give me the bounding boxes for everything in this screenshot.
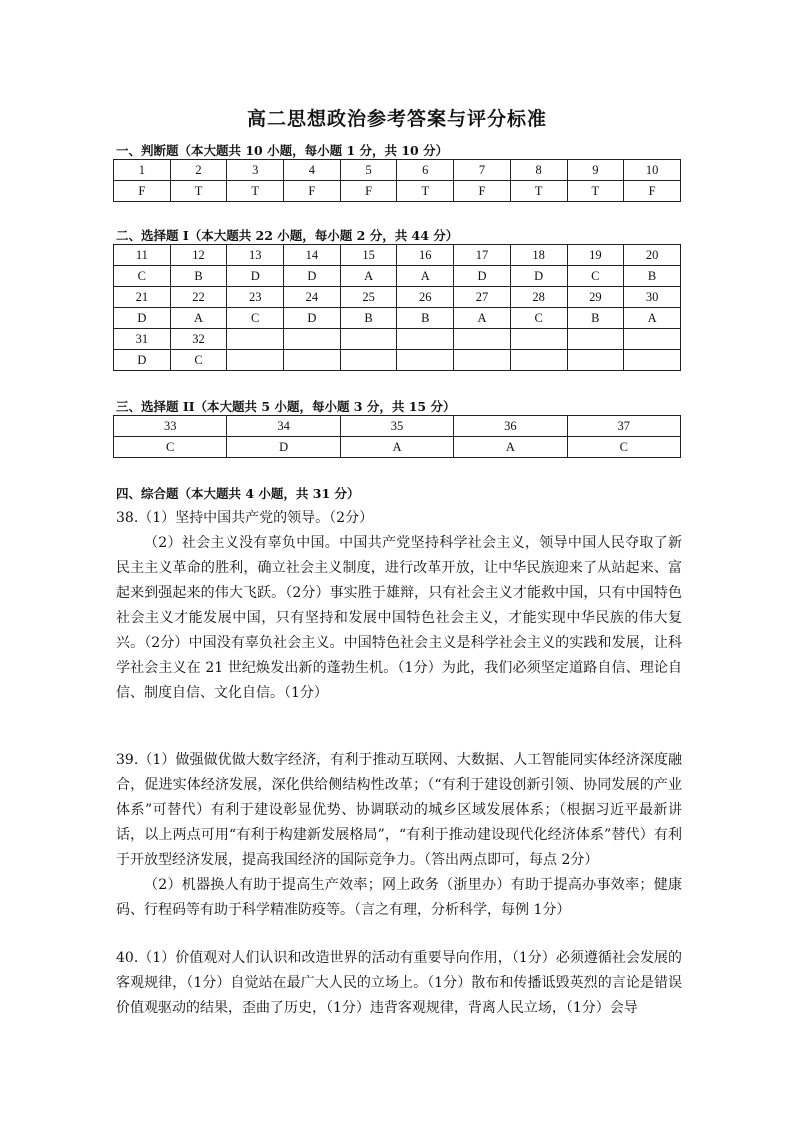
answer-cell: F <box>340 181 397 202</box>
answer-cell: D <box>227 437 340 458</box>
answer-cell: 3 <box>227 160 284 181</box>
choice-1-answer-table <box>113 244 681 371</box>
answer-cell: 36 <box>454 416 567 437</box>
answer-cell: T <box>227 181 284 202</box>
answer-cell: 25 <box>340 287 397 308</box>
answer-cell: 20 <box>624 245 681 266</box>
answer-cell: 11 <box>114 245 171 266</box>
answer-cell: B <box>340 308 397 329</box>
answer-cell <box>397 329 454 350</box>
answer-cell <box>510 350 567 371</box>
answer-cell: B <box>170 266 227 287</box>
answer-cell: 33 <box>114 416 227 437</box>
answer-cell: D <box>114 308 171 329</box>
answer-cell: A <box>170 308 227 329</box>
q39-part1: 39.（1）做强做优做大数字经济，有利于推动互联网、大数据、人工智能同实体经济深度融合，促进实体经济发展，深化供给侧结构性改革；（“有利于建设创新引领、协同发展的产业体系”可替代）有利于建设彰显优势、协调联动的城乡区域发展体系；（根据习近平最新讲话，以上两点可用“有利于构建新发展格局”，“有利于推动建设现代化经济体系”替代）有利于开放型经济发展，提高我国经济的国际竞争力。（答出两点即可，每点 2分） <box>116 752 682 868</box>
answer-cell: 32 <box>170 329 227 350</box>
answer-cell: 4 <box>284 160 341 181</box>
answer-cell: 29 <box>567 287 624 308</box>
answer-cell: T <box>170 181 227 202</box>
answer-cell <box>454 350 511 371</box>
answer-cell: 27 <box>454 287 511 308</box>
answer-cell <box>510 329 567 350</box>
answer-cell: B <box>567 308 624 329</box>
answer-cell: A <box>624 308 681 329</box>
answer-cell: F <box>114 181 171 202</box>
table-row <box>114 329 681 350</box>
answer-cell: C <box>227 308 284 329</box>
answer-cell: D <box>284 308 341 329</box>
answer-cell: D <box>284 266 341 287</box>
answer-cell: F <box>624 181 681 202</box>
answer-cell <box>624 329 681 350</box>
answer-cell: A <box>454 308 511 329</box>
choice-2-answer-table <box>113 415 681 458</box>
answer-cell: 12 <box>170 245 227 266</box>
answer-cell <box>340 350 397 371</box>
answer-cell: 37 <box>567 416 680 437</box>
section-4-title: 四、综合题（本大题共 4 小题，共 31 分） <box>116 486 360 501</box>
answer-cell: D <box>454 266 511 287</box>
answer-cell: C <box>114 266 171 287</box>
answer-cell: C <box>114 437 227 458</box>
answer-cell: T <box>567 181 624 202</box>
answer-cell: 19 <box>567 245 624 266</box>
answer-cell <box>567 329 624 350</box>
answer-cell: 10 <box>624 160 681 181</box>
answer-cell <box>454 329 511 350</box>
answer-cell <box>624 350 681 371</box>
answer-cell: C <box>170 350 227 371</box>
answer-cell: 23 <box>227 287 284 308</box>
answer-cell: 15 <box>340 245 397 266</box>
answer-cell <box>340 329 397 350</box>
answer-cell: 6 <box>397 160 454 181</box>
answer-cell <box>227 350 284 371</box>
table-row <box>114 287 681 308</box>
answer-cell: D <box>227 266 284 287</box>
answer-cell: 9 <box>567 160 624 181</box>
table-row <box>114 181 681 202</box>
q39-part2: （2）机器换人有助于提高生产效率；网上政务（浙里办）有助于提高办事效率；健康码、行程码等有助于科学精准防疫等。（言之有理，分析科学，每例 1分） <box>116 877 682 918</box>
q38-part1: 38.（1）坚持中国共产党的领导。（2分） <box>116 510 374 526</box>
answer-cell: 31 <box>114 329 171 350</box>
table-row <box>114 160 681 181</box>
q40-part1: 40.（1）价值观对人们认识和改造世界的活动有重要导向作用，（1分）必须遵循社会发展的客观规律，（1分）自觉站在最广大人民的立场上。（1分）散布和传播诋毁英烈的言论是错误价值观驱动的结果，歪曲了历史，（1分）违背客观规律，背离人民立场，（1分）会导 <box>116 950 682 1016</box>
answer-cell: 5 <box>340 160 397 181</box>
answer-cell: 21 <box>114 287 171 308</box>
table-row <box>114 350 681 371</box>
section-3-title: 三、选择题 II（本大题共 5 小题，每小题 3 分，共 15 分） <box>116 399 456 414</box>
answer-cell: C <box>567 437 680 458</box>
answer-cell: 2 <box>170 160 227 181</box>
answer-cell: 16 <box>397 245 454 266</box>
answer-cell: D <box>510 266 567 287</box>
table-row <box>114 266 681 287</box>
answer-cell: T <box>510 181 567 202</box>
table-row <box>114 308 681 329</box>
q38-part2: （2）社会主义没有辜负中国。中国共产党坚持科学社会主义，领导中国人民夺取了新民主主义革命的胜利，确立社会主义制度，进行改革开放，让中华民族迎来了从站起来、富起来到强起来的伟大飞跃。（2分）事实胜于雄辩，只有社会主义才能救中国，只有中国特色社会主义才能发展中国，只有坚持和发展中国特色社会主义，才能实现中华民族的伟大复兴。（2分）中国没有辜负社会主义。中国特色社会主义是科学社会主义的实践和发展，让科学社会主义在 21 世纪焕发出新的蓬勃生机。（1分）为此，我们必须坚定道路自信、理论自信、制度自信、文化自信。（1分） <box>116 535 682 701</box>
answer-cell: A <box>454 437 567 458</box>
answer-cell: A <box>340 437 453 458</box>
section-1-title: 一、判断题（本大题共 10 小题，每小题 1 分，共 10 分） <box>116 143 449 158</box>
table-row <box>114 437 681 458</box>
answer-cell: 14 <box>284 245 341 266</box>
answer-cell <box>567 350 624 371</box>
answer-cell: D <box>114 350 171 371</box>
answer-cell <box>397 350 454 371</box>
answer-cell: 18 <box>510 245 567 266</box>
answer-cell: B <box>397 308 454 329</box>
answer-cell: A <box>340 266 397 287</box>
answer-cell: 30 <box>624 287 681 308</box>
answer-cell: 28 <box>510 287 567 308</box>
answer-cell: 7 <box>454 160 511 181</box>
answer-cell: B <box>624 266 681 287</box>
judgment-answer-table <box>113 159 681 202</box>
answer-cell <box>284 329 341 350</box>
answer-cell: 24 <box>284 287 341 308</box>
answer-cell: 22 <box>170 287 227 308</box>
section-2-title: 二、选择题 I（本大题共 22 小题，每小题 2 分，共 44 分） <box>116 228 459 243</box>
answer-cell: 13 <box>227 245 284 266</box>
answer-cell: F <box>284 181 341 202</box>
answer-cell: 26 <box>397 287 454 308</box>
answer-cell <box>227 329 284 350</box>
answer-cell: F <box>454 181 511 202</box>
answer-cell: A <box>397 266 454 287</box>
table-row <box>114 245 681 266</box>
answer-cell: C <box>567 266 624 287</box>
answer-cell: T <box>397 181 454 202</box>
answer-cell <box>284 350 341 371</box>
table-row <box>114 416 681 437</box>
answer-cell: 35 <box>340 416 453 437</box>
page-title: 高二思想政治参考答案与评分标准 <box>246 108 547 130</box>
answer-cell: 8 <box>510 160 567 181</box>
answer-cell: 34 <box>227 416 340 437</box>
answer-cell: 17 <box>454 245 511 266</box>
answer-cell: C <box>510 308 567 329</box>
answer-cell: 1 <box>114 160 171 181</box>
